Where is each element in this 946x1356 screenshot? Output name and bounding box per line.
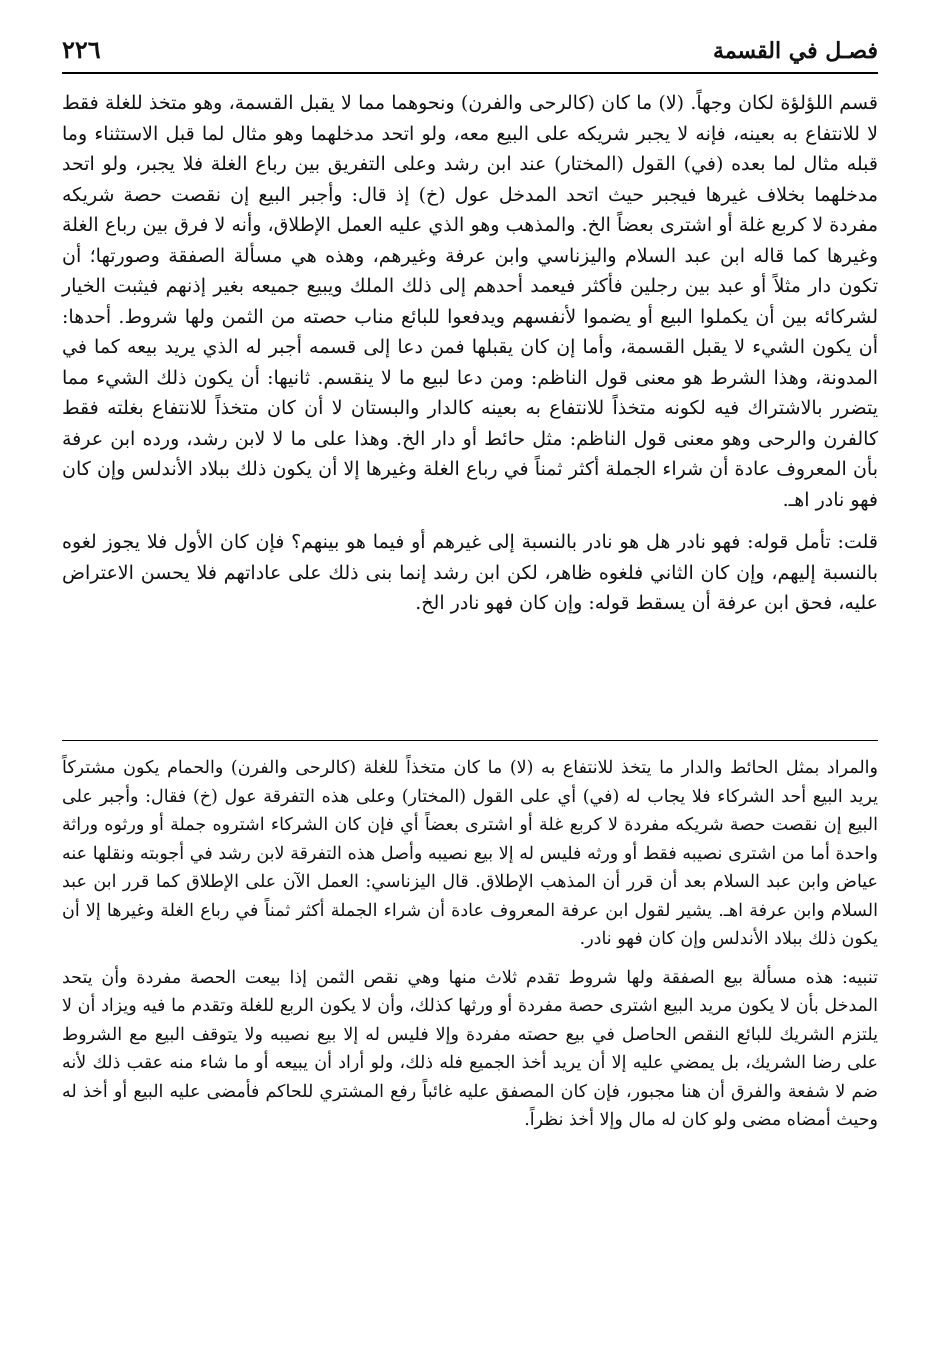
commentary-paragraph-tanbih: تنبيه: هذه مسألة بيع الصفقة ولها شروط تقدم ثلاث منها وهي نقص الثمن إذا بيعت الحصة مفردة وأن يتحد المدخل بأن لا يكون مريد البيع اشترى حصة مفردة أو ورثها كذلك، وأن لا يكون الربع للغلة وتقدم ما فيه ويزاد أن لا يلتزم الشريك للبائع النقص الحاصل في بيع حصته مفردة وإلا فليس له إلا بيع نصيبه ولا يتوقف البيع مع الشروط على رضا الشريك، بل يمضي عليه إلا أن يريد أخذ الجميع فله ذلك، ولو أراد أن يبيعه أو ما شاء منه عقب ذلك لأنه ضم لا شفعة والفرق أن هنا مجبور، فإن كان المصفق عليه غائباً رفع المشتري للحاكم فأمضى عليه البيع أو أخذ له وحيث أمضاه مضى ولو كان له مال وإلا أخذ نظراً. [62,967,878,1130]
footnote-rule [62,740,878,741]
header-rule [62,72,878,74]
page-header [62,30,878,64]
main-paragraph: قسم اللؤلؤة لكان وجهاً. (لا) ما كان (كالرحى والفرن) ونحوهما مما لا يقبل القسمة، وهو متخذ للغلة فقط لا للانتفاع به بعينه، فإنه لا يجبر شريكه على البيع معه، ولو اتحد مدخلهما وهو مثال لما قبل الاستثناء وما قبله مثال لما بعده (في) القول (المختار) عند ابن رشد وعلى التفريق بين رباع الغلة فلا يجبر، ولو اتحد مدخلهما بخلاف غيرها فيجبر حيث اتحد المدخل عول (خ) إذ قال: وأجبر البيع إن نقصت حصة شريكه مفردة لا كربع غلة أو اشترى بعضاً الخ. والمذهب وهو الذي عليه العمل الإطلاق، وأنه لا فرق بين رباع الغلة وغيرها كما قاله ابن عبد السلام واليزناسي وابن عرفة وغيرهم، وهذه هي مسألة الصفقة وصورتها؛ أن تكون دار مثلاً أو عبد بين رجلين فأكثر فيعمد أحدهم إلى ذلك الملك ويبيع جميعه بغير إذنهم فيثبت الخيار لشركائه بين أن يكملوا البيع أو يضموا لأنفسهم ويدفعوا للبائع مناب حصته من الثمن ولها شروط. أحدها: أن يكون الشيء لا يقبل القسمة، وأما إن كان يقبلها فمن دعا إلى قسمه أجبر له الذي يريد بيعه كما في المدونة، وهذا الشرط هو معنى قول الناظم: ومن دعا لبيع ما لا ينقسم. ثانيها: أن يكون ذلك الشيء مما يتضرر بالاشتراك فيه لكونه متخذاً للانتفاع به بعينه كالدار والبستان لا أن كان متخذاً للانتفاع بغلته فقط كالفرن والرحى وهو معنى قول الناظم: مثل حائط أو دار الخ. وهذا على ما لا لابن رشد، ورده ابن عرفة بأن المعروف عادة أن شراء الجملة أكثر ثمناً في رباع الغلة وغيرها إلا أن يكون ذلك ببلاد الأندلس وإن كان فهو نادر اهـ. [62,92,878,511]
main-paragraph-qult: قلت: تأمل قوله: فهو نادر هل هو نادر بالنسبة إلى غيرهم أو فيما هو بينهم؟ فإن كان الأول فلا يجوز لغوه بالنسبة إليهم، وإن كان الثاني فلغوه ظاهر، لكن ابن رشد إنما بنى ذلك على عاداتهم فلا يحسن الاعتراض عليه، فحق ابن عرفة أن يسقط قوله: وإن كان فهو نادر الخ. [62,531,878,614]
main-text [62,88,878,619]
commentary-text [62,754,878,1135]
commentary-paragraph: والمراد بمثل الحائط والدار ما يتخذ للانتفاع به (لا) ما كان متخذاً للغلة (كالرحى والفرن) والحمام يكون مشتركاً يريد البيع أحد الشركاء فلا يجاب له (في) أي على القول (المختار) وعلى هذه التفرقة عول (خ) فقال: وأجبر على البيع إن نقصت حصة شريكه مفردة لا كربع غلة أو اشترى بعضاً أي فإن كان الشركاء اشتروه جملة أو ورثوه وراثة واحدة أما من اشترى نصيبه فقط أو ورثه فليس له إلا بيع نصيبه وأصل هذه التفرقة لابن رشد في أجوبته ونقلها عنه عياض وابن عبد السلام بعد أن قرر أن المذهب الإطلاق. قال اليزناسي: العمل الآن على الإطلاق كما قرر ابن عبد السلام وابن عرفة اهـ. يشير لقول ابن عرفة المعروف عادة أن شراء الجملة أكثر ثمناً في رباع الغلة وغيرها إلا أن يكون ذلك ببلاد الأندلس وإن كان فهو نادر. [62,758,878,949]
running-title: فصـل في القسمة [713,38,878,64]
page-number: ٢٢٦ [62,35,101,64]
